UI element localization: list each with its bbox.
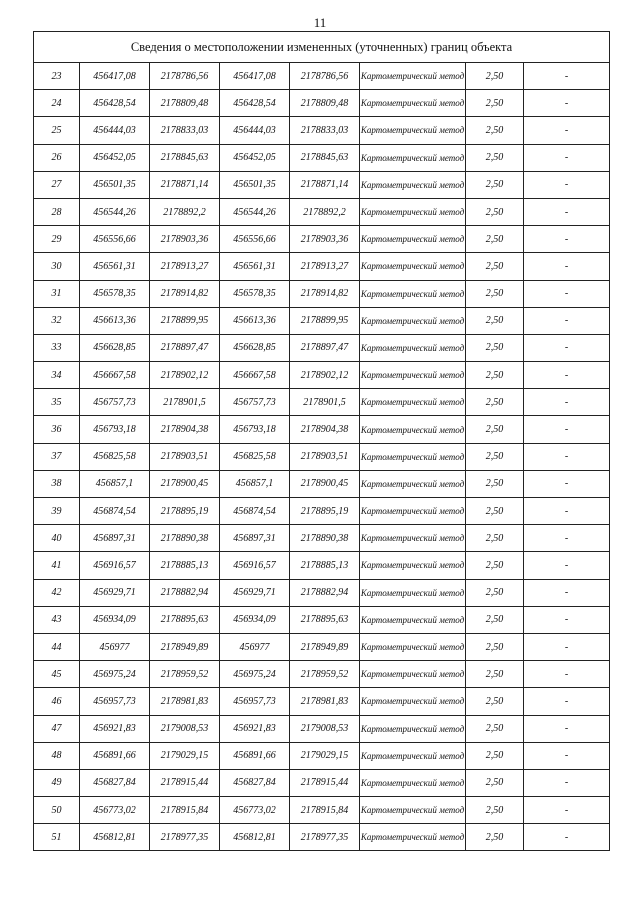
y-existing-cell: 2178902,12 bbox=[150, 362, 220, 389]
point-number-cell: 37 bbox=[34, 443, 80, 470]
note-cell: - bbox=[524, 307, 610, 334]
table-row bbox=[34, 362, 610, 389]
x-existing-cell: 456891,66 bbox=[80, 742, 150, 769]
y-existing-cell: 2178913,27 bbox=[150, 253, 220, 280]
x-existing-cell: 456916,57 bbox=[80, 552, 150, 579]
y-existing-cell: 2178895,19 bbox=[150, 498, 220, 525]
method-cell: Картометрический метод bbox=[360, 470, 466, 497]
y-new-cell: 2178786,56 bbox=[290, 63, 360, 90]
table-row bbox=[34, 824, 610, 851]
note-cell: - bbox=[524, 144, 610, 171]
accuracy-cell: 2,50 bbox=[466, 198, 524, 225]
y-new-cell: 2178899,95 bbox=[290, 307, 360, 334]
x-new-cell: 456428,54 bbox=[220, 90, 290, 117]
method-cell: Картометрический метод bbox=[360, 280, 466, 307]
method-cell: Картометрический метод bbox=[360, 117, 466, 144]
table-row bbox=[34, 443, 610, 470]
accuracy-cell: 2,50 bbox=[466, 525, 524, 552]
method-cell: Картометрический метод bbox=[360, 63, 466, 90]
method-cell: Картометрический метод bbox=[360, 198, 466, 225]
y-existing-cell: 2178809,48 bbox=[150, 90, 220, 117]
y-new-cell: 2178901,5 bbox=[290, 389, 360, 416]
table-row bbox=[34, 715, 610, 742]
table-row bbox=[34, 661, 610, 688]
y-existing-cell: 2178914,82 bbox=[150, 280, 220, 307]
point-number-cell: 26 bbox=[34, 144, 80, 171]
table-row bbox=[34, 633, 610, 660]
accuracy-cell: 2,50 bbox=[466, 416, 524, 443]
x-new-cell: 456628,85 bbox=[220, 334, 290, 361]
x-existing-cell: 456957,73 bbox=[80, 688, 150, 715]
accuracy-cell: 2,50 bbox=[466, 226, 524, 253]
point-number-cell: 29 bbox=[34, 226, 80, 253]
accuracy-cell: 2,50 bbox=[466, 715, 524, 742]
x-existing-cell: 456857,1 bbox=[80, 470, 150, 497]
y-new-cell: 2178903,51 bbox=[290, 443, 360, 470]
y-existing-cell: 2179008,53 bbox=[150, 715, 220, 742]
y-existing-cell: 2178871,14 bbox=[150, 171, 220, 198]
method-cell: Картометрический метод bbox=[360, 226, 466, 253]
accuracy-cell: 2,50 bbox=[466, 90, 524, 117]
accuracy-cell: 2,50 bbox=[466, 144, 524, 171]
x-existing-cell: 456501,35 bbox=[80, 171, 150, 198]
table-row bbox=[34, 334, 610, 361]
point-number-cell: 32 bbox=[34, 307, 80, 334]
x-existing-cell: 456874,54 bbox=[80, 498, 150, 525]
note-cell: - bbox=[524, 715, 610, 742]
y-existing-cell: 2178833,03 bbox=[150, 117, 220, 144]
x-new-cell: 456977 bbox=[220, 633, 290, 660]
table-row bbox=[34, 769, 610, 796]
x-new-cell: 456916,57 bbox=[220, 552, 290, 579]
accuracy-cell: 2,50 bbox=[466, 742, 524, 769]
point-number-cell: 49 bbox=[34, 769, 80, 796]
table-row bbox=[34, 606, 610, 633]
accuracy-cell: 2,50 bbox=[466, 552, 524, 579]
y-new-cell: 2178845,63 bbox=[290, 144, 360, 171]
x-new-cell: 456975,24 bbox=[220, 661, 290, 688]
y-new-cell: 2178915,84 bbox=[290, 797, 360, 824]
method-cell: Картометрический метод bbox=[360, 498, 466, 525]
x-new-cell: 456556,66 bbox=[220, 226, 290, 253]
y-new-cell: 2178981,83 bbox=[290, 688, 360, 715]
note-cell: - bbox=[524, 633, 610, 660]
accuracy-cell: 2,50 bbox=[466, 307, 524, 334]
y-existing-cell: 2178786,56 bbox=[150, 63, 220, 90]
note-cell: - bbox=[524, 416, 610, 443]
x-existing-cell: 456544,26 bbox=[80, 198, 150, 225]
table-row bbox=[34, 525, 610, 552]
x-new-cell: 456874,54 bbox=[220, 498, 290, 525]
method-cell: Картометрический метод bbox=[360, 633, 466, 660]
y-existing-cell: 2178895,63 bbox=[150, 606, 220, 633]
point-number-cell: 48 bbox=[34, 742, 80, 769]
x-new-cell: 456857,1 bbox=[220, 470, 290, 497]
table-row bbox=[34, 307, 610, 334]
table-row bbox=[34, 742, 610, 769]
x-existing-cell: 456452,05 bbox=[80, 144, 150, 171]
y-existing-cell: 2178904,38 bbox=[150, 416, 220, 443]
y-existing-cell: 2178882,94 bbox=[150, 579, 220, 606]
point-number-cell: 34 bbox=[34, 362, 80, 389]
y-new-cell: 2178885,13 bbox=[290, 552, 360, 579]
note-cell: - bbox=[524, 226, 610, 253]
x-new-cell: 456827,84 bbox=[220, 769, 290, 796]
y-existing-cell: 2178885,13 bbox=[150, 552, 220, 579]
table-row bbox=[34, 552, 610, 579]
y-existing-cell: 2178892,2 bbox=[150, 198, 220, 225]
x-existing-cell: 456757,73 bbox=[80, 389, 150, 416]
table-title: Сведения о местоположении измененных (уточненных) границ объекта bbox=[34, 32, 610, 63]
y-existing-cell: 2178977,35 bbox=[150, 824, 220, 851]
accuracy-cell: 2,50 bbox=[466, 688, 524, 715]
x-existing-cell: 456793,18 bbox=[80, 416, 150, 443]
method-cell: Картометрический метод bbox=[360, 579, 466, 606]
y-existing-cell: 2178890,38 bbox=[150, 525, 220, 552]
method-cell: Картометрический метод bbox=[360, 307, 466, 334]
y-existing-cell: 2178949,89 bbox=[150, 633, 220, 660]
table-row bbox=[34, 579, 610, 606]
method-cell: Картометрический метод bbox=[360, 525, 466, 552]
note-cell: - bbox=[524, 470, 610, 497]
x-existing-cell: 456827,84 bbox=[80, 769, 150, 796]
x-new-cell: 456667,58 bbox=[220, 362, 290, 389]
y-new-cell: 2178904,38 bbox=[290, 416, 360, 443]
x-new-cell: 456934,09 bbox=[220, 606, 290, 633]
y-new-cell: 2178900,45 bbox=[290, 470, 360, 497]
point-number-cell: 31 bbox=[34, 280, 80, 307]
y-new-cell: 2178959,52 bbox=[290, 661, 360, 688]
method-cell: Картометрический метод bbox=[360, 90, 466, 117]
x-new-cell: 456921,83 bbox=[220, 715, 290, 742]
method-cell: Картометрический метод bbox=[360, 416, 466, 443]
point-number-cell: 38 bbox=[34, 470, 80, 497]
y-new-cell: 2178892,2 bbox=[290, 198, 360, 225]
accuracy-cell: 2,50 bbox=[466, 797, 524, 824]
table-row bbox=[34, 253, 610, 280]
method-cell: Картометрический метод bbox=[360, 144, 466, 171]
y-existing-cell: 2178900,45 bbox=[150, 470, 220, 497]
note-cell: - bbox=[524, 742, 610, 769]
y-new-cell: 2178895,63 bbox=[290, 606, 360, 633]
method-cell: Картометрический метод bbox=[360, 769, 466, 796]
x-new-cell: 456929,71 bbox=[220, 579, 290, 606]
x-existing-cell: 456825,58 bbox=[80, 443, 150, 470]
accuracy-cell: 2,50 bbox=[466, 280, 524, 307]
y-existing-cell: 2178981,83 bbox=[150, 688, 220, 715]
x-new-cell: 456897,31 bbox=[220, 525, 290, 552]
point-number-cell: 33 bbox=[34, 334, 80, 361]
x-existing-cell: 456812,81 bbox=[80, 824, 150, 851]
point-number-cell: 25 bbox=[34, 117, 80, 144]
accuracy-cell: 2,50 bbox=[466, 253, 524, 280]
x-new-cell: 456578,35 bbox=[220, 280, 290, 307]
accuracy-cell: 2,50 bbox=[466, 769, 524, 796]
accuracy-cell: 2,50 bbox=[466, 498, 524, 525]
x-existing-cell: 456897,31 bbox=[80, 525, 150, 552]
method-cell: Картометрический метод bbox=[360, 688, 466, 715]
note-cell: - bbox=[524, 63, 610, 90]
y-new-cell: 2178913,27 bbox=[290, 253, 360, 280]
table-row bbox=[34, 688, 610, 715]
method-cell: Картометрический метод bbox=[360, 362, 466, 389]
x-existing-cell: 456921,83 bbox=[80, 715, 150, 742]
x-existing-cell: 456667,58 bbox=[80, 362, 150, 389]
point-number-cell: 47 bbox=[34, 715, 80, 742]
point-number-cell: 41 bbox=[34, 552, 80, 579]
table-row bbox=[34, 797, 610, 824]
note-cell: - bbox=[524, 661, 610, 688]
note-cell: - bbox=[524, 824, 610, 851]
y-new-cell: 2178949,89 bbox=[290, 633, 360, 660]
y-existing-cell: 2178899,95 bbox=[150, 307, 220, 334]
page-number: 11 bbox=[313, 15, 327, 30]
note-cell: - bbox=[524, 443, 610, 470]
point-number-cell: 51 bbox=[34, 824, 80, 851]
note-cell: - bbox=[524, 552, 610, 579]
table-row bbox=[34, 280, 610, 307]
table-row bbox=[34, 389, 610, 416]
point-number-cell: 35 bbox=[34, 389, 80, 416]
method-cell: Картометрический метод bbox=[360, 824, 466, 851]
y-existing-cell: 2178901,5 bbox=[150, 389, 220, 416]
x-new-cell: 456793,18 bbox=[220, 416, 290, 443]
y-existing-cell: 2178845,63 bbox=[150, 144, 220, 171]
accuracy-cell: 2,50 bbox=[466, 117, 524, 144]
table-header-row bbox=[34, 32, 610, 63]
x-existing-cell: 456929,71 bbox=[80, 579, 150, 606]
point-number-cell: 50 bbox=[34, 797, 80, 824]
y-existing-cell: 2178903,36 bbox=[150, 226, 220, 253]
accuracy-cell: 2,50 bbox=[466, 824, 524, 851]
x-new-cell: 456417,08 bbox=[220, 63, 290, 90]
table-row bbox=[34, 198, 610, 225]
y-new-cell: 2178914,82 bbox=[290, 280, 360, 307]
note-cell: - bbox=[524, 688, 610, 715]
accuracy-cell: 2,50 bbox=[466, 443, 524, 470]
x-new-cell: 456444,03 bbox=[220, 117, 290, 144]
method-cell: Картометрический метод bbox=[360, 742, 466, 769]
note-cell: - bbox=[524, 525, 610, 552]
point-number-cell: 30 bbox=[34, 253, 80, 280]
point-number-cell: 43 bbox=[34, 606, 80, 633]
method-cell: Картометрический метод bbox=[360, 171, 466, 198]
point-number-cell: 24 bbox=[34, 90, 80, 117]
accuracy-cell: 2,50 bbox=[466, 470, 524, 497]
method-cell: Картометрический метод bbox=[360, 606, 466, 633]
y-new-cell: 2178882,94 bbox=[290, 579, 360, 606]
note-cell: - bbox=[524, 797, 610, 824]
point-number-cell: 45 bbox=[34, 661, 80, 688]
point-number-cell: 36 bbox=[34, 416, 80, 443]
point-number-cell: 40 bbox=[34, 525, 80, 552]
accuracy-cell: 2,50 bbox=[466, 334, 524, 361]
method-cell: Картометрический метод bbox=[360, 253, 466, 280]
table-row bbox=[34, 226, 610, 253]
y-new-cell: 2178915,44 bbox=[290, 769, 360, 796]
y-new-cell: 2178902,12 bbox=[290, 362, 360, 389]
y-new-cell: 2179008,53 bbox=[290, 715, 360, 742]
note-cell: - bbox=[524, 198, 610, 225]
note-cell: - bbox=[524, 334, 610, 361]
accuracy-cell: 2,50 bbox=[466, 389, 524, 416]
method-cell: Картометрический метод bbox=[360, 552, 466, 579]
point-number-cell: 28 bbox=[34, 198, 80, 225]
x-existing-cell: 456578,35 bbox=[80, 280, 150, 307]
accuracy-cell: 2,50 bbox=[466, 579, 524, 606]
x-new-cell: 456613,36 bbox=[220, 307, 290, 334]
point-number-cell: 27 bbox=[34, 171, 80, 198]
y-new-cell: 2178897,47 bbox=[290, 334, 360, 361]
table-row bbox=[34, 144, 610, 171]
point-number-cell: 44 bbox=[34, 633, 80, 660]
note-cell: - bbox=[524, 606, 610, 633]
accuracy-cell: 2,50 bbox=[466, 661, 524, 688]
accuracy-cell: 2,50 bbox=[466, 362, 524, 389]
x-existing-cell: 456444,03 bbox=[80, 117, 150, 144]
x-new-cell: 456812,81 bbox=[220, 824, 290, 851]
table-row bbox=[34, 171, 610, 198]
point-number-cell: 46 bbox=[34, 688, 80, 715]
x-existing-cell: 456613,36 bbox=[80, 307, 150, 334]
y-new-cell: 2178903,36 bbox=[290, 226, 360, 253]
x-new-cell: 456891,66 bbox=[220, 742, 290, 769]
y-existing-cell: 2178903,51 bbox=[150, 443, 220, 470]
method-cell: Картометрический метод bbox=[360, 661, 466, 688]
table-row bbox=[34, 416, 610, 443]
method-cell: Картометрический метод bbox=[360, 389, 466, 416]
y-new-cell: 2178833,03 bbox=[290, 117, 360, 144]
x-new-cell: 456561,31 bbox=[220, 253, 290, 280]
method-cell: Картометрический метод bbox=[360, 797, 466, 824]
x-new-cell: 456452,05 bbox=[220, 144, 290, 171]
table-row bbox=[34, 90, 610, 117]
point-number-cell: 42 bbox=[34, 579, 80, 606]
x-new-cell: 456825,58 bbox=[220, 443, 290, 470]
note-cell: - bbox=[524, 579, 610, 606]
accuracy-cell: 2,50 bbox=[466, 171, 524, 198]
accuracy-cell: 2,50 bbox=[466, 63, 524, 90]
x-existing-cell: 456773,02 bbox=[80, 797, 150, 824]
note-cell: - bbox=[524, 362, 610, 389]
x-new-cell: 456757,73 bbox=[220, 389, 290, 416]
y-existing-cell: 2178915,44 bbox=[150, 769, 220, 796]
point-number-cell: 23 bbox=[34, 63, 80, 90]
accuracy-cell: 2,50 bbox=[466, 633, 524, 660]
table-row bbox=[34, 470, 610, 497]
x-existing-cell: 456934,09 bbox=[80, 606, 150, 633]
accuracy-cell: 2,50 bbox=[466, 606, 524, 633]
y-new-cell: 2179029,15 bbox=[290, 742, 360, 769]
point-number-cell: 39 bbox=[34, 498, 80, 525]
y-existing-cell: 2178897,47 bbox=[150, 334, 220, 361]
table-row bbox=[34, 63, 610, 90]
table-row bbox=[34, 498, 610, 525]
note-cell: - bbox=[524, 498, 610, 525]
note-cell: - bbox=[524, 253, 610, 280]
y-new-cell: 2178895,19 bbox=[290, 498, 360, 525]
y-new-cell: 2178977,35 bbox=[290, 824, 360, 851]
y-existing-cell: 2178915,84 bbox=[150, 797, 220, 824]
note-cell: - bbox=[524, 90, 610, 117]
x-existing-cell: 456561,31 bbox=[80, 253, 150, 280]
method-cell: Картометрический метод bbox=[360, 334, 466, 361]
table-row bbox=[34, 117, 610, 144]
x-existing-cell: 456428,54 bbox=[80, 90, 150, 117]
note-cell: - bbox=[524, 389, 610, 416]
y-new-cell: 2178890,38 bbox=[290, 525, 360, 552]
y-existing-cell: 2179029,15 bbox=[150, 742, 220, 769]
note-cell: - bbox=[524, 280, 610, 307]
y-new-cell: 2178809,48 bbox=[290, 90, 360, 117]
x-new-cell: 456544,26 bbox=[220, 198, 290, 225]
boundary-coordinates-table bbox=[33, 31, 610, 851]
x-existing-cell: 456628,85 bbox=[80, 334, 150, 361]
method-cell: Картометрический метод bbox=[360, 715, 466, 742]
note-cell: - bbox=[524, 769, 610, 796]
x-existing-cell: 456975,24 bbox=[80, 661, 150, 688]
x-new-cell: 456501,35 bbox=[220, 171, 290, 198]
x-new-cell: 456957,73 bbox=[220, 688, 290, 715]
y-new-cell: 2178871,14 bbox=[290, 171, 360, 198]
x-existing-cell: 456977 bbox=[80, 633, 150, 660]
note-cell: - bbox=[524, 171, 610, 198]
y-existing-cell: 2178959,52 bbox=[150, 661, 220, 688]
note-cell: - bbox=[524, 117, 610, 144]
x-existing-cell: 456417,08 bbox=[80, 63, 150, 90]
x-new-cell: 456773,02 bbox=[220, 797, 290, 824]
x-existing-cell: 456556,66 bbox=[80, 226, 150, 253]
method-cell: Картометрический метод bbox=[360, 443, 466, 470]
